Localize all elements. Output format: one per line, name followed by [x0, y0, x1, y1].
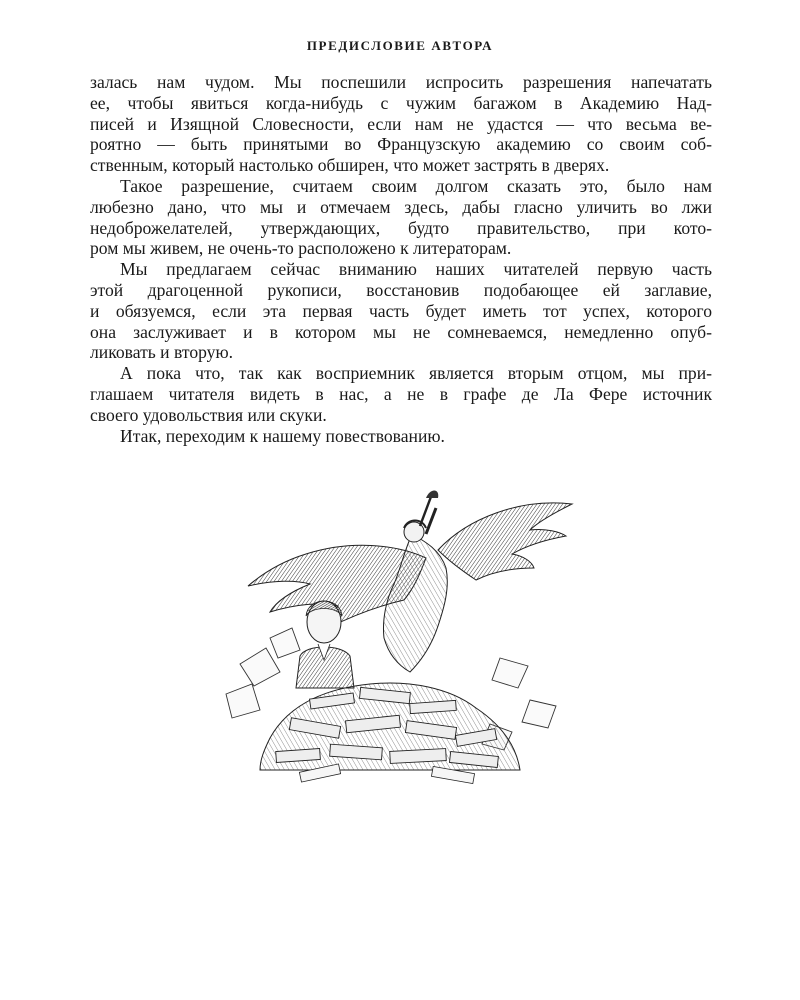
text-line: ственным, который настолько обширен, что может застрять в дверях.	[90, 155, 610, 176]
text-line: и обязуемся, если эта первая часть будет иметь тот успех, которого	[90, 300, 712, 321]
paragraph	[90, 426, 712, 447]
paragraph	[90, 176, 712, 259]
text-line: любезно дано, что мы и отмечаем здесь, дабы гласно уличить во лжи	[90, 196, 712, 217]
text-line: Мы предлагаем сейчас вниманию наших читателей первую часть	[120, 259, 712, 280]
text-line: ром мы живем, не очень-то расположено к литераторам.	[90, 238, 512, 259]
text-line: ликовать и вторую.	[90, 342, 234, 363]
text-line: она заслуживает и в котором мы не сомневаемся, немедленно опуб-	[90, 321, 712, 342]
text-line: Такое разрешение, считаем своим долгом сказать это, было нам	[120, 175, 712, 196]
text-line: своего удовольствия или скуки.	[90, 404, 327, 425]
text-line: писей и Изящной Словесности, если нам не удастся — что весьма ве-	[90, 113, 712, 134]
body-text	[90, 72, 712, 446]
engraving-angel-icon	[200, 488, 600, 788]
paragraph	[90, 363, 712, 425]
text-line: ее, чтобы явиться когда-нибудь с чужим багажом в Академию Над-	[90, 92, 712, 113]
text-line: Итак, переходим к нашему повествованию.	[120, 425, 445, 446]
paragraph	[90, 259, 712, 363]
text-line: этой драгоценной рукописи, восстановив подобающее ей заглавие,	[90, 279, 712, 300]
text-line: недоброжелателей, утверждающих, будто правительство, при кото-	[90, 217, 712, 238]
paragraph	[90, 72, 712, 176]
text-line: залась нам чудом. Мы поспешили испросить разрешения напечатать	[90, 72, 712, 92]
running-head-title: ПРЕДИСЛОВИЕ АВТОРА	[306, 38, 494, 53]
text-line: глашаем читателя видеть в нас, а не в графе де Ла Фере источник	[90, 383, 712, 404]
text-line: роятно — быть принятыми во Французскую академию со своим соб-	[90, 134, 712, 155]
text-line: А пока что, так как восприемник является вторым отцом, мы при-	[120, 363, 712, 384]
